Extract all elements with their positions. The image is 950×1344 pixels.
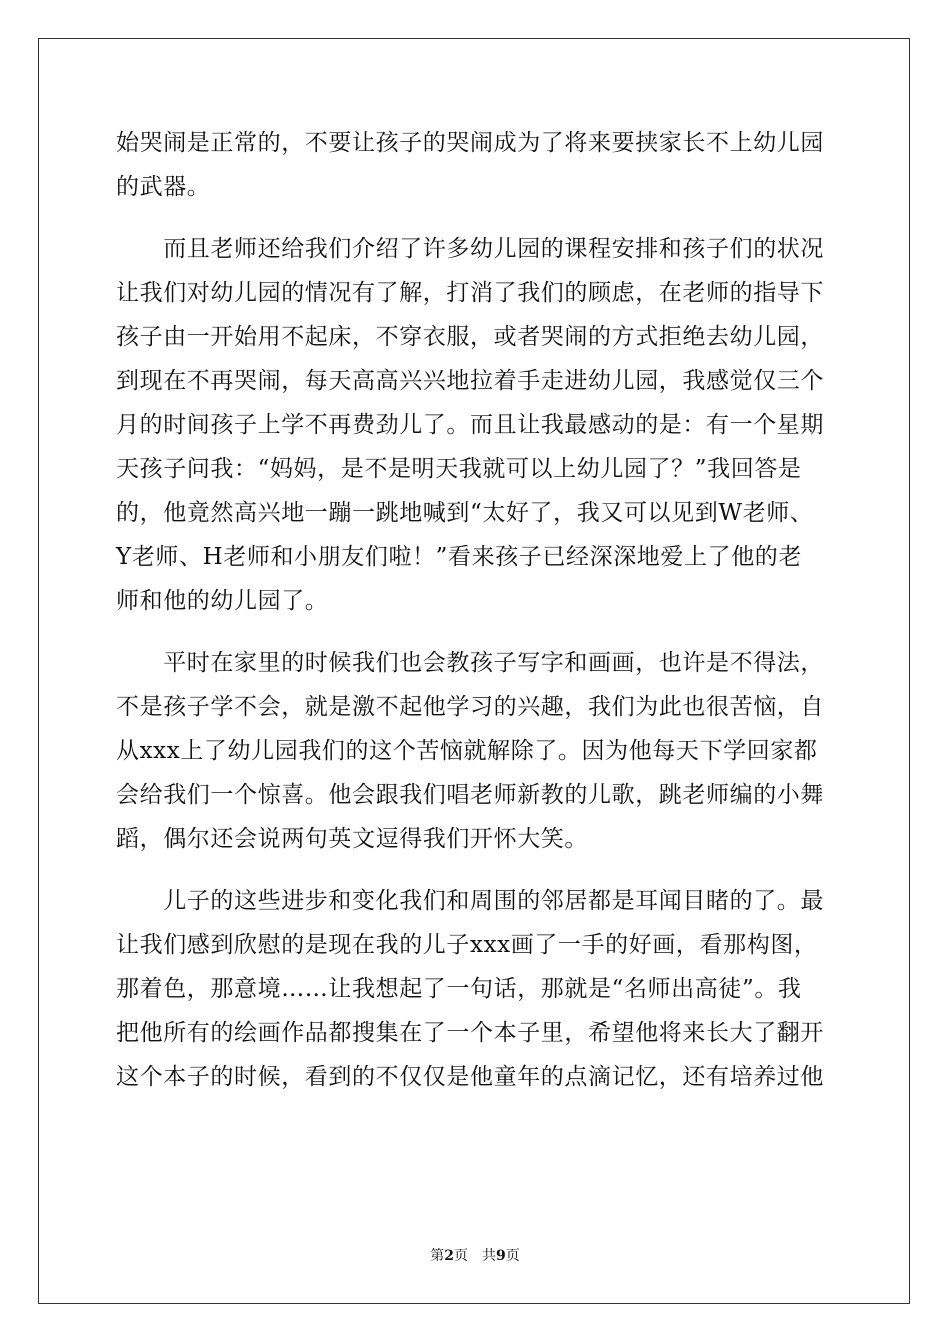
text-line: 让我们感到欣慰的是现在我的儿子xxx画了一手的好画，看那构图， bbox=[116, 932, 818, 958]
text-line: 儿子的这些进步和变化我们和周围的邻居都是耳闻目睹的了。最 bbox=[116, 888, 824, 914]
text-line: 把他所有的绘画作品都搜集在了一个本子里，希望他将来长大了翻开 bbox=[116, 1020, 824, 1046]
text-line: 的，他竟然高兴地一蹦一跳地喊到“太好了，我又可以见到W老师、 bbox=[116, 500, 814, 526]
text-line: 不是孩子学不会，就是激不起他学习的兴趣，我们为此也很苦恼，自 bbox=[116, 694, 824, 720]
text-line: Y老师、H老师和小朋友们啦！”看来孩子已经深深地爱上了他的老 bbox=[116, 544, 802, 570]
page-footer bbox=[0, 1245, 950, 1265]
text-line: 月的时间孩子上学不再费劲儿了。而且让我最感动的是：有一个星期 bbox=[116, 412, 824, 438]
page-mid: 页 共 bbox=[454, 1248, 496, 1264]
text-line: 孩子由一开始用不起床，不穿衣服，或者哭闹的方式拒绝去幼儿园， bbox=[116, 324, 824, 350]
text-line: 这个本子的时候，看到的不仅仅是他童年的点滴记忆，还有培养过他 bbox=[116, 1064, 824, 1090]
text-line: 到现在不再哭闹，每天高高兴兴地拉着手走进幼儿园，我感觉仅三个 bbox=[116, 368, 824, 394]
text-line: 从xxx上了幼儿园我们的这个苦恼就解除了。因为他每天下学回家都 bbox=[116, 738, 818, 764]
text-line: 会给我们一个惊喜。他会跟我们唱老师新教的儿歌，跳老师编的小舞 bbox=[116, 782, 824, 808]
text-line: 师和他的幼儿园了。 bbox=[116, 588, 329, 614]
text-line: 平时在家里的时候我们也会教孩子写字和画画，也许是不得法， bbox=[116, 650, 824, 676]
text-line: 的武器。 bbox=[116, 174, 211, 200]
text-line: 而且老师还给我们介绍了许多幼儿园的课程安排和孩子们的状况 bbox=[116, 236, 824, 262]
page-suffix: 页 bbox=[505, 1248, 520, 1264]
text-line: 始哭闹是正常的，不要让孩子的哭闹成为了将来要挟家长不上幼儿园 bbox=[116, 130, 824, 156]
text-line: 天孩子问我：“妈妈，是不是明天我就可以上幼儿园了？”我回答是 bbox=[116, 456, 802, 482]
text-line: 那着色，那意境……让我想起了一句话，那就是“名师出高徒”。我 bbox=[116, 976, 802, 1002]
total-page-number: 9 bbox=[496, 1248, 506, 1264]
text-line: 让我们对幼儿园的情况有了解，打消了我们的顾虑，在老师的指导下 bbox=[116, 280, 824, 306]
page-prefix: 第 bbox=[430, 1248, 445, 1264]
current-page-number: 2 bbox=[444, 1248, 454, 1264]
text-line: 蹈，偶尔还会说两句英文逗得我们开怀大笑。 bbox=[116, 826, 588, 852]
